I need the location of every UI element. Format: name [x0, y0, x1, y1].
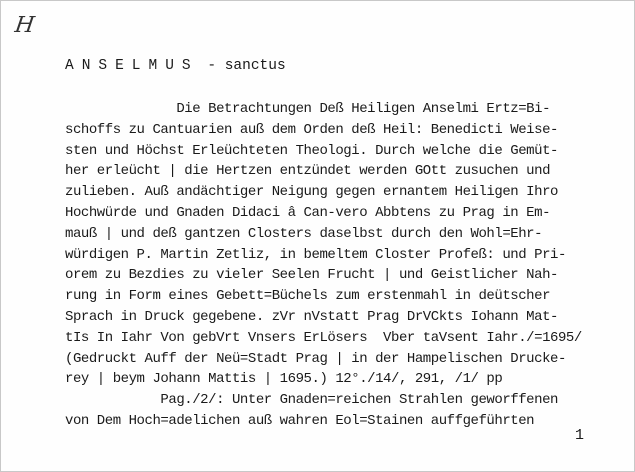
entry-line: Hochwürde und Gnaden Didaci â Can-vero Abbtens zu Prag in Em-	[65, 204, 551, 221]
entry-heading-name: ANSELMUS	[65, 58, 199, 74]
entry-line: rung in Form eines Gebett=Büchels zum erstenmahl in deütscher	[65, 288, 551, 305]
entry-line: zulieben. Auß andächtiger Neigung gegen ernantem Heiligen Ihro	[65, 184, 558, 201]
entry-heading-epithet: sanctus	[224, 58, 286, 74]
entry-line: sten und Höchst Erleüchteten Theologi. Durch welche die Gemüt-	[65, 142, 558, 159]
entry-line: von Dem Hoch=adelichen auß wahren Eol=Stainen auffgeführten	[65, 412, 535, 429]
page-number: 1	[575, 427, 585, 444]
entry-line: tIs In Iahr Von gebVrt Vnsers ErLösers Vber taVsent Iahr./=1695/	[65, 329, 582, 346]
card-index-letter: H	[13, 13, 36, 38]
entry-line: orem zu Bezdies zu vieler Seelen Frucht | und Geistlicher Nah-	[65, 267, 558, 284]
entry-line: Sprach in Druck gegebene. zVr nVstatt Prag DrVCkts Iohann Mat-	[65, 308, 558, 325]
entry-line: Die Betrachtungen Deß Heiligen Anselmi Ertz=Bi-	[65, 101, 551, 117]
entry-heading	[65, 58, 286, 74]
entry-line: her erleücht | die Hertzen entzündet werden GOtt zusuchen und	[65, 163, 551, 180]
entry-line: rey | beym Johann Mattis | 1695.) 12°./14/, 291, /1/ pp	[65, 371, 503, 388]
entry-line: schoffs zu Cantuarien auß dem Orden deß Heil: Benedicti Weise-	[65, 121, 558, 138]
entry-body	[65, 99, 613, 432]
entry-heading-separator: -	[198, 58, 225, 74]
entry-line: Pag./2/: Unter Gnaden=reichen Strahlen geworffenen	[65, 392, 558, 409]
entry-line: würdigen P. Martin Zetliz, in bemeltem Closter Profeß: und Pri-	[65, 246, 566, 263]
entry-line: mauß | und deß gantzen Closters daselbst durch den Wohl=Ehr-	[65, 225, 543, 242]
entry-line: (Gedruckt Auff der Neü=Stadt Prag | in der Hampelischen Drucke-	[65, 350, 566, 367]
